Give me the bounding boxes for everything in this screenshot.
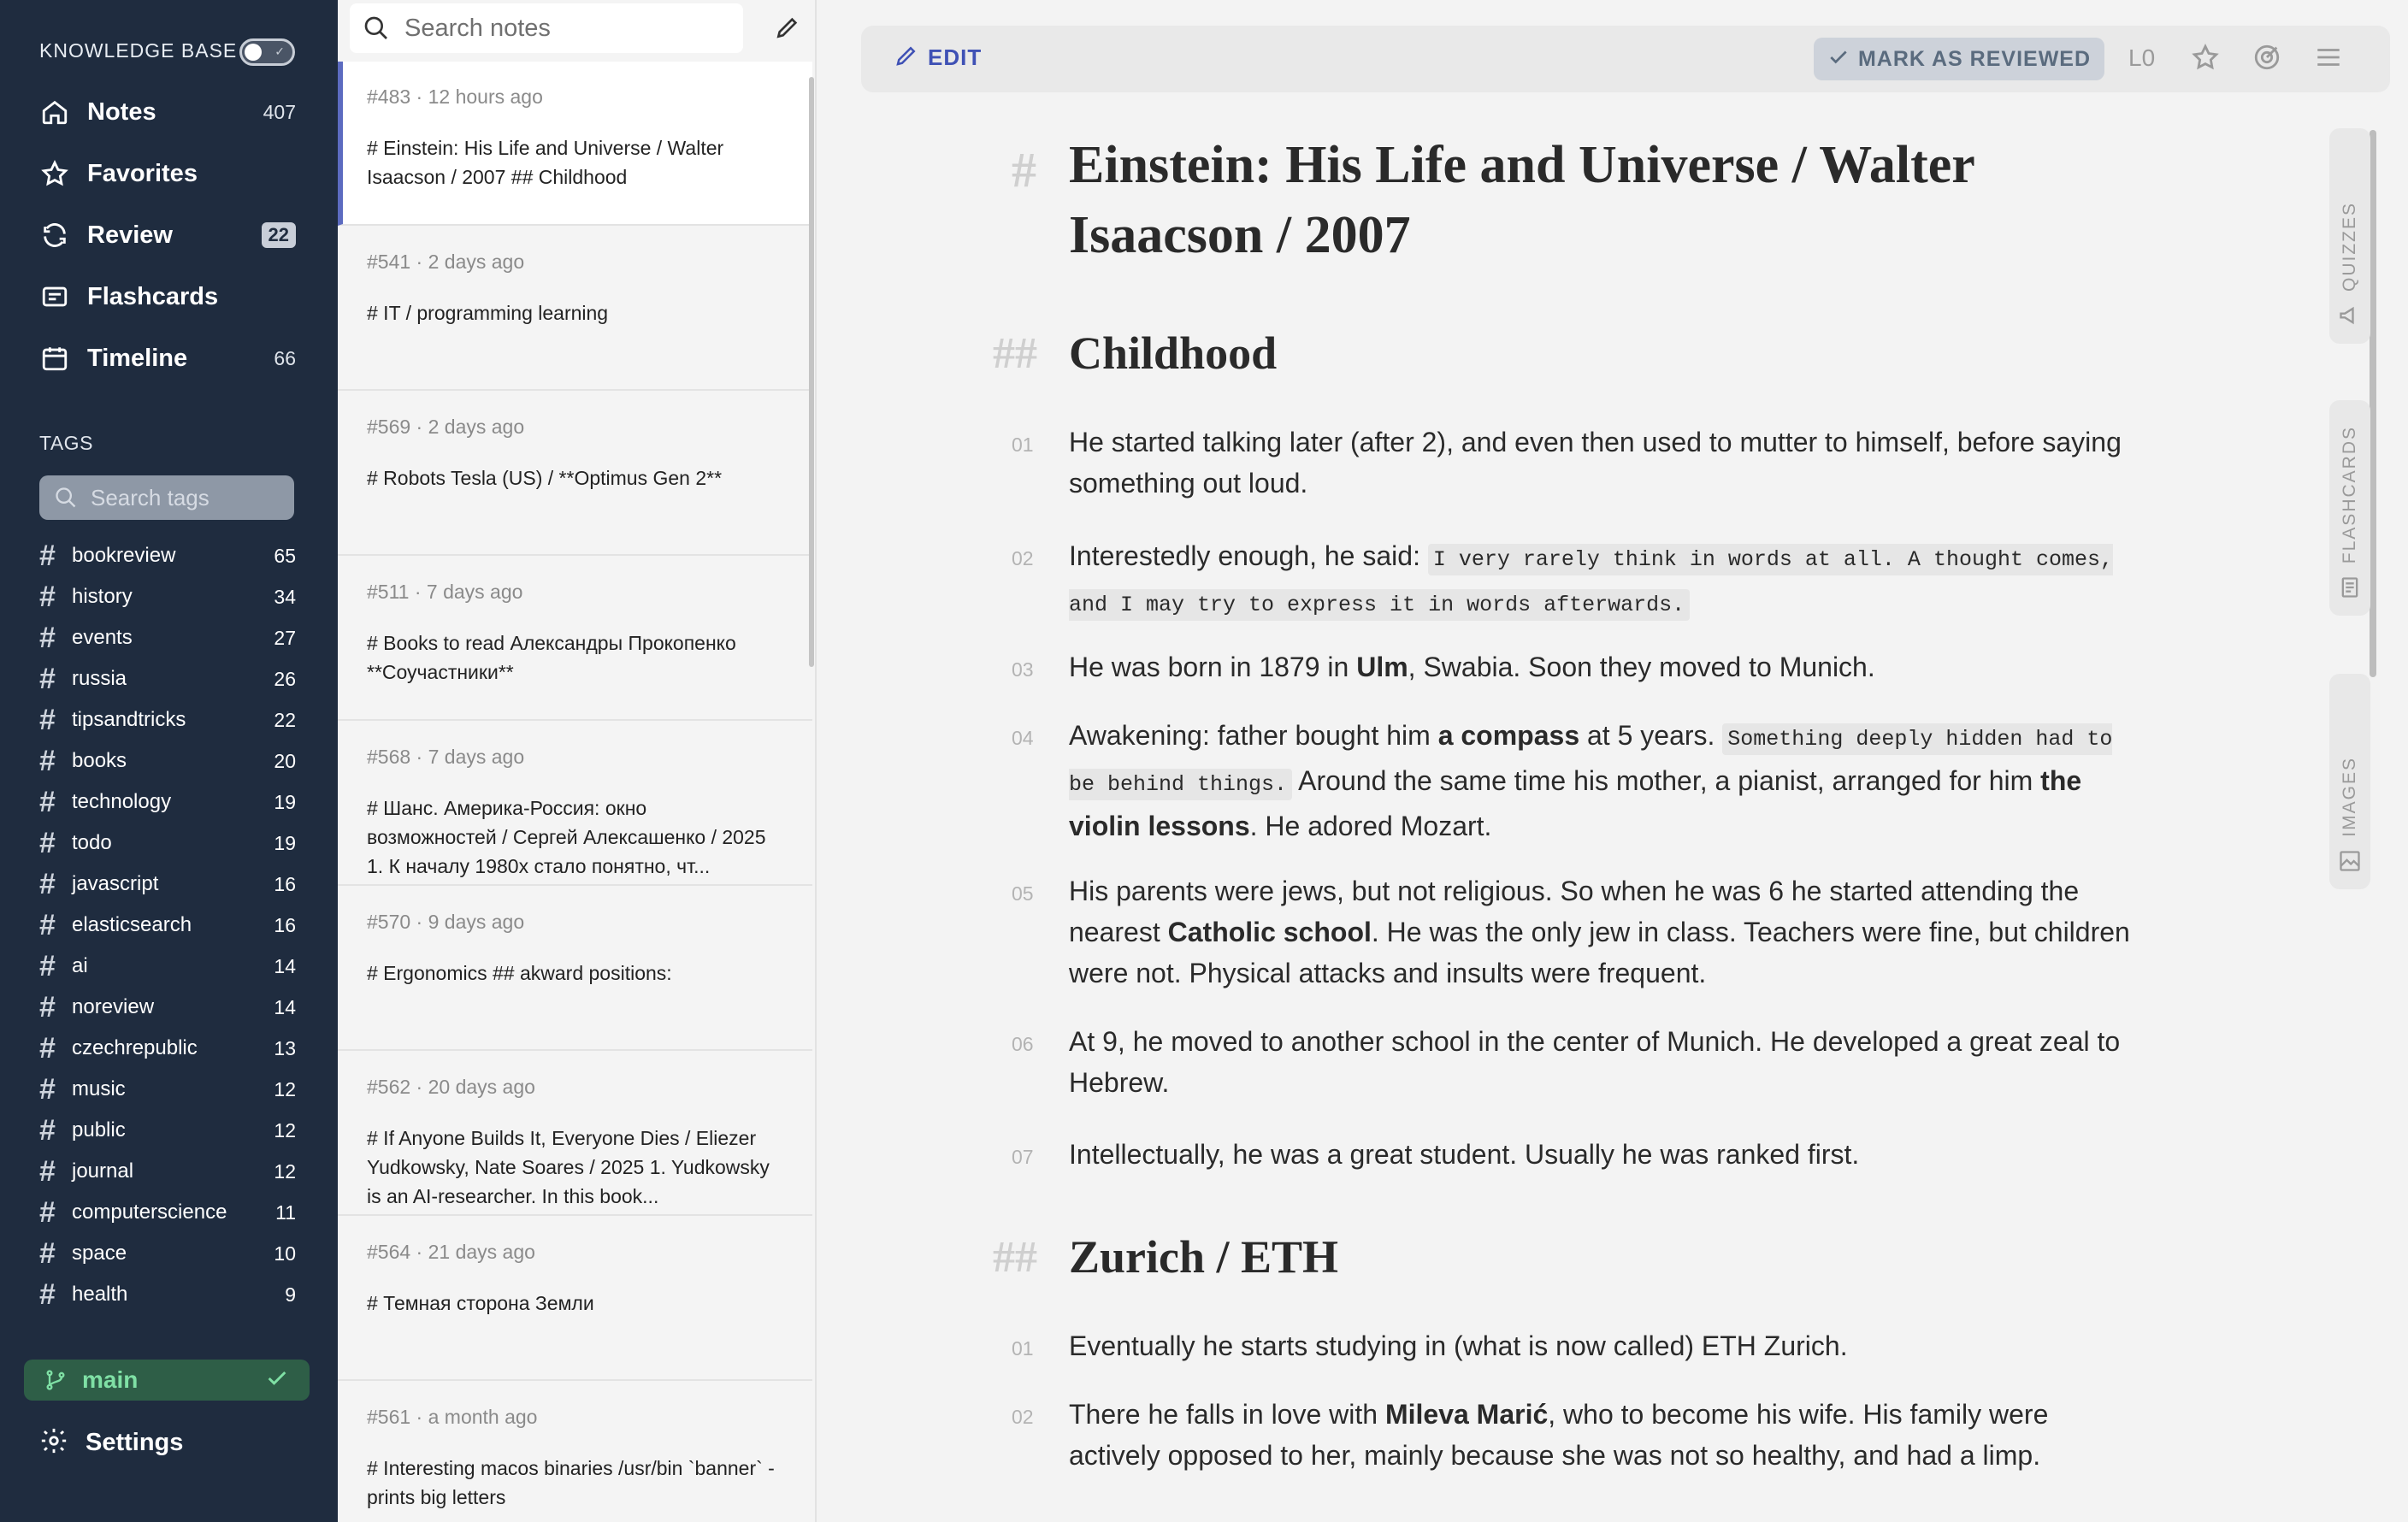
tag-count: 16: [274, 913, 296, 936]
hash-icon: #: [39, 991, 56, 1024]
hash-icon: #: [39, 1196, 56, 1229]
inline-code: Something deeply hidden had to be behind things.: [1069, 723, 2112, 800]
tag-count: 14: [274, 954, 296, 977]
note-preview: # Einstein: His Life and Universe / Walter Isaacson / 2007 ## Childhood: [367, 137, 724, 188]
paragraph-number: 03: [1012, 658, 1034, 681]
paragraph-number: 02: [1012, 547, 1034, 569]
tag-item-ai[interactable]: [39, 949, 296, 983]
flashcard-icon: [2338, 575, 2362, 604]
tag-item-computerscience[interactable]: [39, 1195, 296, 1230]
text-run: , Swabia. Soon they moved to Munich.: [1408, 652, 1875, 682]
star-icon: [39, 158, 70, 189]
tag-item-russia[interactable]: [39, 662, 296, 696]
toggle-knob: [245, 44, 262, 61]
tag-count: 10: [274, 1242, 296, 1265]
hash-icon: #: [39, 786, 56, 818]
tag-count: 19: [274, 790, 296, 813]
tag-item-javascript[interactable]: [39, 867, 296, 901]
text-run: He started talking later (after 2), and even then used to mutter to himself, before saying something out loud.: [1069, 427, 2122, 498]
search-icon: [362, 14, 391, 43]
target-button[interactable]: [2251, 43, 2283, 75]
text-run: Eventually he starts studying in (what is now called) ETH Zurich.: [1069, 1330, 1848, 1361]
hash-icon: #: [39, 1073, 56, 1106]
search-icon: [53, 485, 79, 510]
note-preview: # IT / programming learning: [367, 302, 609, 324]
check-icon: [265, 1366, 289, 1395]
calendar-icon: [39, 343, 70, 374]
paragraph-number: 02: [1012, 1406, 1034, 1428]
text-run: . He was the only jew in class. Teachers were fine, but children were not. Physical attacks and insults were frequent.: [1069, 917, 2130, 988]
new-note-button[interactable]: [772, 14, 803, 44]
note-meta: #562 · 20 days ago: [367, 1076, 535, 1098]
tag-count: 12: [274, 1118, 296, 1142]
tag-name: health: [72, 1283, 128, 1306]
tag-name: javascript: [72, 872, 159, 895]
quizzes-tab[interactable]: [2329, 128, 2370, 344]
knowledge-base-toggle[interactable]: [239, 38, 295, 66]
settings-button[interactable]: [39, 1426, 183, 1460]
hash-icon: #: [39, 663, 56, 695]
inline-code: I very rarely think in words at all. A thought comes, and I may try to express it in words afterwards.: [1069, 544, 2113, 621]
paragraph: [1069, 422, 2146, 504]
settings-label: Settings: [86, 1429, 184, 1456]
tag-item-books[interactable]: [39, 744, 296, 778]
tags-title: TAGS: [39, 432, 93, 454]
h2-marker: ##: [993, 329, 1037, 378]
menu-icon: [2314, 43, 2343, 76]
images-tab-label: IMAGES: [2340, 757, 2359, 837]
tag-item-czechrepublic[interactable]: [39, 1031, 296, 1065]
tag-search-placeholder: Search tags: [91, 484, 210, 510]
tag-name: tipsandtricks: [72, 708, 186, 731]
flashcards-icon: [39, 281, 70, 312]
tag-item-journal[interactable]: [39, 1154, 296, 1189]
paragraph: [1069, 1394, 2146, 1476]
note-card[interactable]: [338, 887, 812, 1051]
tag-item-todo[interactable]: [39, 826, 296, 860]
tag-name: elasticsearch: [72, 913, 192, 936]
nav-timeline-label: Timeline: [87, 344, 188, 372]
hash-icon: #: [39, 950, 56, 982]
tag-count: 11: [275, 1200, 296, 1224]
nav-favorites[interactable]: [39, 152, 296, 195]
hash-icon: #: [39, 1278, 56, 1311]
bold-text: a compass: [1437, 720, 1580, 751]
nav-notes-count: 407: [263, 100, 296, 123]
note-meta: #511 · 7 days ago: [367, 581, 523, 603]
nav-timeline-count: 66: [274, 346, 296, 369]
paragraph: [1069, 535, 2146, 626]
target-icon: [2252, 43, 2281, 76]
note-meta: #561 · a month ago: [367, 1406, 538, 1428]
hash-icon: #: [39, 827, 56, 859]
pencil-icon: [894, 43, 919, 73]
note-preview: # Шанс. Америка-Россия: окно возможностей / Сергей Алексашенко / 2025 1. К началу 1980х стало понятно, чт...: [367, 797, 766, 877]
editor-scrollbar[interactable]: [2370, 130, 2376, 677]
tag-item-health[interactable]: [39, 1277, 296, 1312]
tag-count: 12: [274, 1077, 296, 1100]
tag-search-input[interactable]: [39, 475, 294, 520]
tag-item-elasticsearch[interactable]: [39, 908, 296, 942]
text-run: , who to become his wife. His family were actively opposed to her, mainly because she was not so healthy, and had a limp.: [1069, 1399, 2049, 1471]
tag-count: 16: [274, 872, 296, 895]
hash-icon: #: [39, 581, 56, 613]
note-toolbar: [861, 26, 2390, 92]
tag-item-events[interactable]: [39, 621, 296, 655]
section-heading: Zurich / ETH: [1069, 1231, 1339, 1283]
pencil-icon: [774, 14, 801, 45]
flashcards-tab-label: FLASHCARDS: [2340, 425, 2359, 563]
text-run: Interestedly enough, he said:: [1069, 540, 1428, 571]
tag-name: books: [72, 749, 127, 772]
hash-icon: #: [39, 909, 56, 941]
note-meta: #569 · 2 days ago: [367, 416, 525, 438]
toggle-check-icon: ✓: [274, 44, 285, 58]
paragraph-number: 05: [1012, 882, 1034, 905]
tag-item-bookreview[interactable]: [39, 539, 296, 573]
note-meta: #568 · 7 days ago: [367, 746, 525, 768]
tag-name: events: [72, 626, 133, 649]
note-preview: # Books to read Александры Прокопенко **Соучастники**: [367, 632, 736, 683]
notes-list-panel: [338, 0, 817, 1522]
tag-name: history: [72, 585, 133, 608]
tag-count: 14: [274, 995, 296, 1018]
tag-name: space: [72, 1242, 127, 1265]
nav-notes[interactable]: [39, 91, 296, 133]
bold-text: Ulm: [1356, 652, 1408, 682]
tag-count: 20: [274, 749, 296, 772]
bold-text: Catholic school: [1167, 917, 1372, 947]
tag-count: 22: [274, 708, 296, 731]
notes-search-input[interactable]: [350, 3, 743, 53]
favorite-star-button[interactable]: [2189, 43, 2222, 75]
menu-button[interactable]: [2312, 43, 2345, 75]
quizzes-tab-label: QUIZZES: [2340, 201, 2359, 292]
bold-text: Mileva Marić: [1384, 1399, 1549, 1430]
tag-item-tipsandtricks[interactable]: [39, 703, 296, 737]
note-level[interactable]: L0: [2128, 44, 2156, 71]
tag-name: noreview: [72, 995, 155, 1018]
note-meta: #570 · 9 days ago: [367, 911, 525, 933]
branch-name: main: [82, 1366, 139, 1393]
hash-icon: #: [39, 868, 56, 900]
nav-review-label: Review: [87, 221, 173, 249]
paragraph: [1069, 1325, 2146, 1366]
text-run: At 9, he moved to another school in the center of Munich. He developed a great zeal to Hebrew.: [1069, 1026, 2121, 1098]
tag-item-space[interactable]: [39, 1236, 296, 1271]
h2-marker: ##: [993, 1233, 1037, 1282]
tag-item-history[interactable]: [39, 580, 296, 614]
paragraph: [1069, 870, 2146, 994]
text-run: Around the same time his mother, a pianist, arranged for him: [1292, 765, 2041, 796]
tag-name: journal: [72, 1159, 134, 1183]
branch-selector[interactable]: [24, 1360, 310, 1401]
hash-icon: #: [39, 1114, 56, 1147]
tag-name: todo: [72, 831, 112, 854]
tag-item-music[interactable]: [39, 1072, 296, 1106]
tag-count: 65: [274, 544, 296, 567]
note-meta: #564 · 21 days ago: [367, 1241, 535, 1263]
bold-text: the violin lessons: [1069, 765, 2082, 841]
tag-item-public[interactable]: [39, 1113, 296, 1147]
h1-marker: #: [1012, 142, 1036, 198]
flashcards-tab[interactable]: [2329, 400, 2370, 616]
main-editor: [818, 0, 2408, 1522]
paragraph: [1069, 1134, 2146, 1175]
hash-icon: #: [39, 622, 56, 654]
sidebar: [0, 0, 338, 1522]
note-card[interactable]: [338, 1382, 812, 1522]
text-run: He was born in 1879 in: [1069, 652, 1357, 682]
note-preview: # Robots Tesla (US) / **Optimus Gen 2**: [367, 467, 723, 489]
mark-as-reviewed-button[interactable]: [1814, 38, 2104, 80]
tag-count: 12: [274, 1159, 296, 1183]
text-run: There he falls in love with: [1069, 1399, 1385, 1430]
image-icon: [2338, 849, 2362, 877]
tag-name: bookreview: [72, 544, 176, 567]
note-preview: # If Anyone Builds It, Everyone Dies / Eliezer Yudkowsky, Nate Soares / 2025 1. Yudkowsky is an AI-researcher. In this book...: [367, 1127, 770, 1207]
hash-icon: #: [39, 1155, 56, 1188]
nav-favorites-label: Favorites: [87, 159, 198, 187]
text-run: Intellectually, he was a great student. Usually he was ranked first.: [1069, 1139, 1860, 1170]
paragraph: [1069, 646, 2146, 687]
tag-count: 9: [285, 1283, 296, 1306]
notes-search-placeholder: Search notes: [404, 14, 551, 42]
note-card[interactable]: [338, 62, 812, 226]
git-branch-icon: [43, 1367, 68, 1393]
hash-icon: #: [39, 704, 56, 736]
note-meta: #541 · 2 days ago: [367, 251, 525, 273]
mark-as-reviewed-label: MARK AS REVIEWED: [1857, 46, 2092, 71]
hash-icon: #: [39, 1032, 56, 1065]
note-card[interactable]: [338, 1217, 812, 1381]
hash-icon: #: [39, 540, 56, 572]
note-meta: #483 · 12 hours ago: [367, 86, 543, 108]
hash-icon: #: [39, 1237, 56, 1270]
knowledge-base-title: KNOWLEDGE BASE: [39, 39, 238, 62]
tag-count: 34: [274, 585, 296, 608]
paragraph: [1069, 715, 2146, 847]
text-run: Awakening: father bought him: [1069, 720, 1438, 751]
gear-icon: [39, 1426, 68, 1460]
nav-timeline[interactable]: [39, 337, 296, 380]
tag-name: russia: [72, 667, 127, 690]
images-tab[interactable]: [2329, 674, 2370, 889]
edit-label: EDIT: [928, 44, 983, 70]
tag-count: 13: [274, 1036, 296, 1059]
tag-name: technology: [72, 790, 172, 813]
paragraph-number: 01: [1012, 1337, 1034, 1360]
text-run: at 5 years.: [1579, 720, 1723, 751]
note-card[interactable]: [338, 557, 812, 721]
paragraph: [1069, 1021, 2146, 1103]
note-title: Einstein: His Life and Universe / Walter Isaacson / 2007: [1069, 136, 1974, 264]
nav-flashcards-label: Flashcards: [87, 282, 219, 310]
tag-item-technology[interactable]: [39, 785, 296, 819]
paragraph-number: 01: [1012, 434, 1034, 456]
tag-count: 26: [274, 667, 296, 690]
tag-name: music: [72, 1077, 126, 1100]
edit-button[interactable]: [894, 43, 982, 73]
nav-review[interactable]: [39, 214, 296, 257]
text-run: His parents were jews, but not religious. So when he was 6 he started attending the nearest: [1069, 876, 2080, 947]
star-icon: [2191, 43, 2220, 76]
note-preview: # Interesting macos binaries /usr/bin `banner` - prints big letters: [367, 1457, 775, 1508]
tag-count: 27: [274, 626, 296, 649]
tag-name: czechrepublic: [72, 1036, 198, 1059]
home-icon: [39, 97, 70, 127]
tag-name: ai: [72, 954, 88, 977]
note-card[interactable]: [338, 227, 812, 391]
paragraph-number: 04: [1012, 727, 1034, 749]
tag-item-noreview[interactable]: [39, 990, 296, 1024]
note-card[interactable]: [338, 722, 812, 886]
text-run: . He adored Mozart.: [1249, 811, 1492, 841]
note-preview: # Темная сторона Земли: [367, 1292, 594, 1314]
note-preview: # Ergonomics ## akward positions:: [367, 962, 672, 984]
section-heading: Childhood: [1069, 327, 1278, 379]
note-card[interactable]: [338, 1052, 812, 1216]
paragraph-number: 06: [1012, 1033, 1034, 1055]
tag-name: public: [72, 1118, 126, 1142]
megaphone-icon: [2338, 304, 2362, 332]
tag-count: 19: [274, 831, 296, 854]
nav-notes-label: Notes: [87, 97, 156, 126]
notes-scrollbar[interactable]: [809, 77, 814, 667]
note-card[interactable]: [338, 392, 812, 556]
paragraph-number: 07: [1012, 1146, 1034, 1168]
nav-flashcards[interactable]: [39, 275, 296, 318]
review-count-badge: 22: [262, 222, 296, 248]
refresh-icon: [39, 220, 70, 251]
check-icon: [1827, 46, 1850, 73]
tag-name: computerscience: [72, 1200, 227, 1224]
hash-icon: #: [39, 745, 56, 777]
